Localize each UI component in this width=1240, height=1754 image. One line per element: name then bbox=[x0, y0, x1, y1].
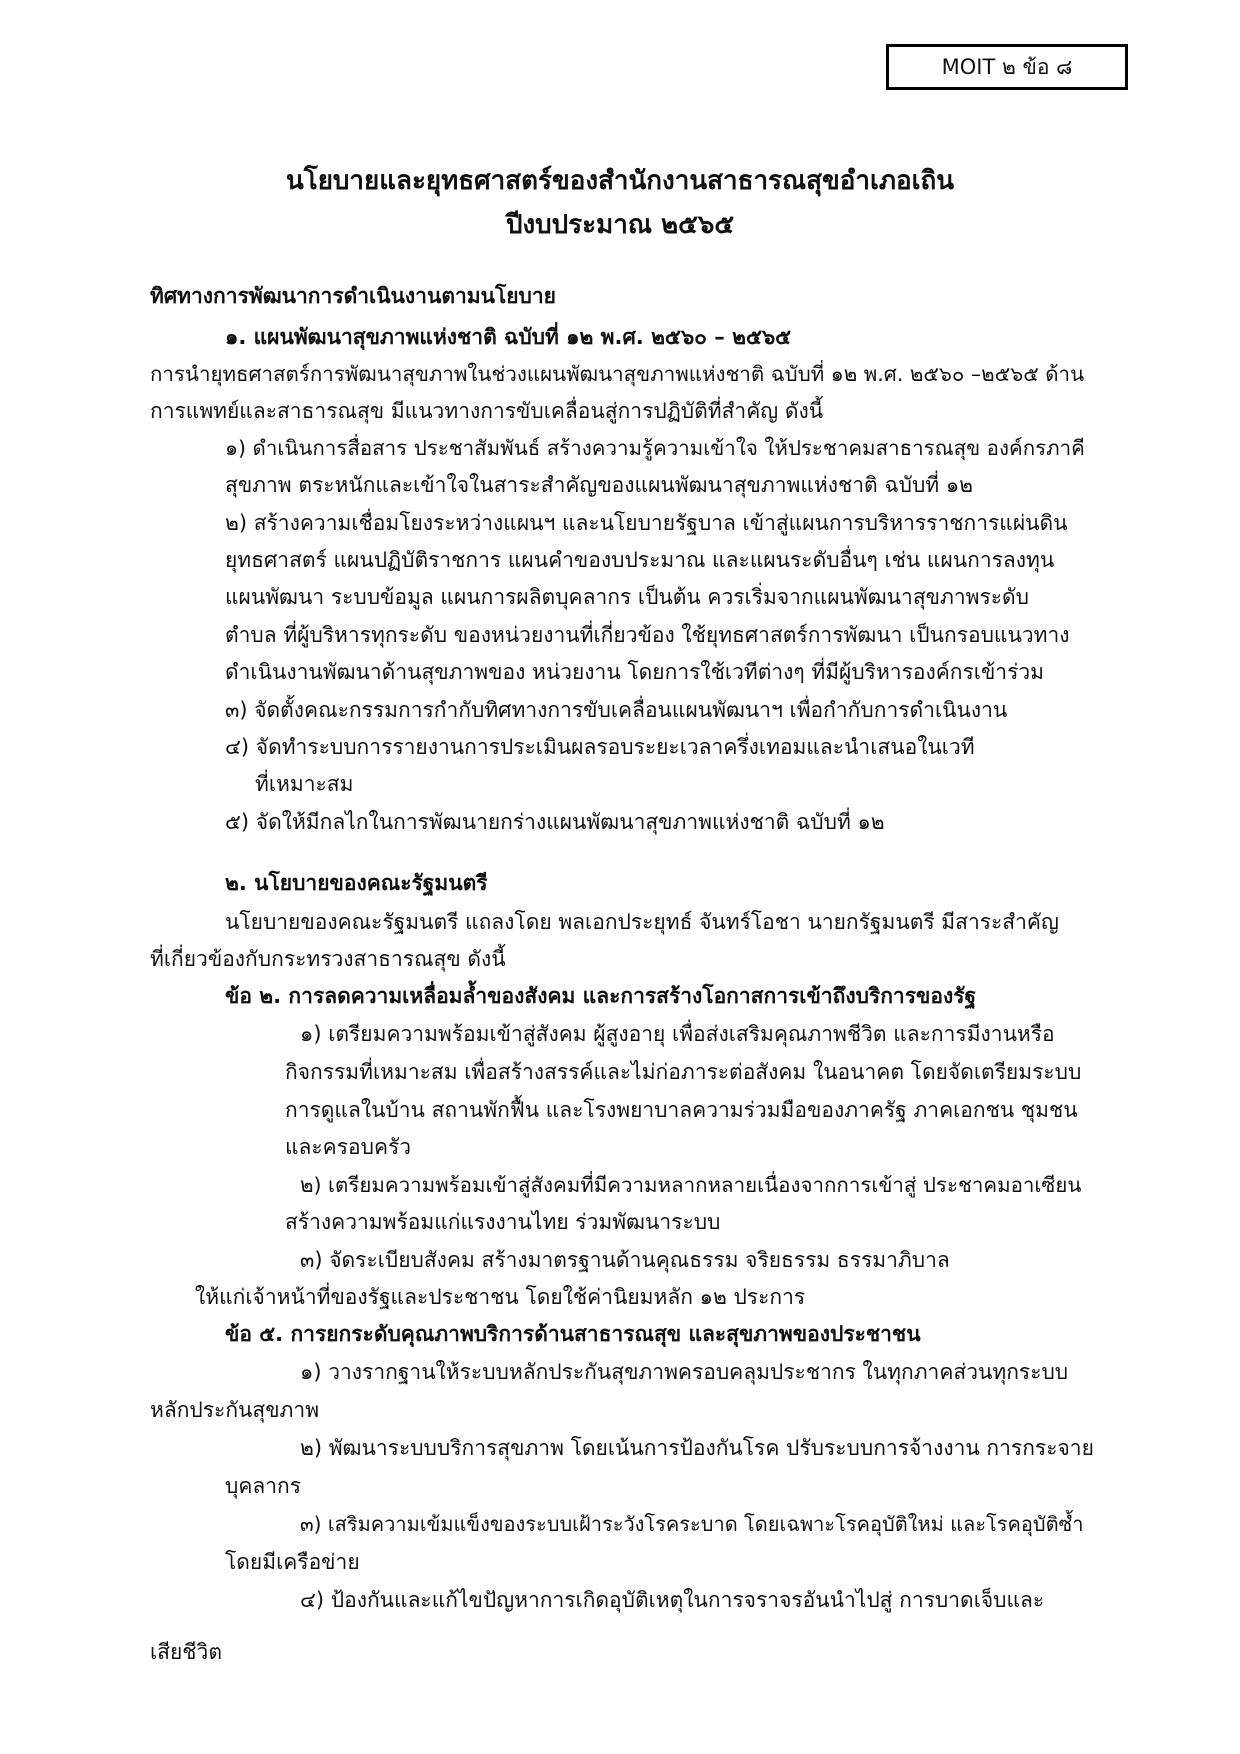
list-item-continued: โดยมีเครือข่าย bbox=[225, 1550, 360, 1574]
list-item: ๔) จัดทำระบบการรายงานการประเมินผลรอบระยะเวลาครึ่งเทอมและนำเสนอในเวที bbox=[225, 735, 975, 759]
list-item: ๒) เตรียมความพร้อมเข้าสู่สังคมที่มีความหลากหลายเนื่องจากการเข้าสู่ ประชาคมอาเซียน bbox=[300, 1173, 1082, 1197]
part1-heading: ๑. แผนพัฒนาสุขภาพแห่งชาติ ฉบับที่ ๑๒ พ.ศ. ๒๕๖๐ – ๒๕๖๕ bbox=[225, 325, 792, 349]
list-item: ๑) เตรียมความพร้อมเข้าสู่สังคม ผู้สูงอายุ เพื่อส่งเสริมคุณภาพชีวิต และการมีงานหรือ bbox=[300, 1022, 1055, 1046]
paragraph-line: การนำยุทธศาสตร์การพัฒนาสุขภาพในช่วงแผนพัฒนาสุขภาพแห่งชาติ ฉบับที่ ๑๒ พ.ศ. ๒๕๖๐ –๒๕๖๕ ด้าน bbox=[150, 362, 1085, 386]
list-item-continued: ให้แก่เจ้าหน้าที่ของรัฐและประชาชน โดยใช้ค่านิยมหลัก ๑๒ ประการ bbox=[195, 1285, 806, 1309]
list-item: ๓) จัดตั้งคณะกรรมการกำกับทิศทางการขับเคลื่อนแผนพัฒนาฯ เพื่อกำกับการดำเนินงาน bbox=[225, 698, 1008, 722]
paragraph-line: ที่เกี่ยวข้องกับกระทรวงสาธารณสุข ดังนี้ bbox=[150, 947, 506, 971]
paragraph-line: การแพทย์และสาธารณสุข มีแนวทางการขับเคลื่อนสู่การปฏิบัติที่สำคัญ ดังนี้ bbox=[150, 399, 824, 423]
list-item: ๒) พัฒนาระบบบริการสุขภาพ โดยเน้นการป้องกันโรค ปรับระบบการจ้างงาน การกระจาย bbox=[300, 1436, 1094, 1460]
part2-heading: ๒. นโยบายของคณะรัฐมนตรี bbox=[225, 871, 488, 895]
list-item-continued: ที่เหมาะสม bbox=[255, 772, 354, 796]
list-item: ๑) ดำเนินการสื่อสาร ประชาสัมพันธ์ สร้างความรู้ความเข้าใจ ให้ประชาคมสาธารณสุข องค์กรภาคี bbox=[225, 436, 1085, 460]
list-item-continued: แผนพัฒนา ระบบข้อมูล แผนการผลิตบุคลากร เป็นต้น ควรเริ่มจากแผนพัฒนาสุขภาพระดับ bbox=[225, 585, 1029, 609]
list-item-continued: สร้างความพร้อมแก่แรงงานไทย ร่วมพัฒนาระบบ bbox=[285, 1210, 721, 1234]
clause2-heading: ข้อ ๒. การลดความเหลื่อมล้ำของสังคม และการสร้างโอกาสการเข้าถึงบริการของรัฐ bbox=[225, 984, 977, 1008]
list-item: ๕) จัดให้มีกลไกในการพัฒนายกร่างแผนพัฒนาสุขภาพแห่งชาติ ฉบับที่ ๑๒ bbox=[225, 810, 885, 834]
document-title: นโยบายและยุทธศาสตร์ของสำนักงานสาธารณสุขอำเภอเถิน bbox=[285, 166, 955, 196]
list-item: ๓) เสริมความเข้มแข็งของระบบเฝ้าระวังโรคระบาด โดยเฉพาะโรคอุบัติใหม่ และโรคอุบัติซ้ำ bbox=[300, 1512, 1084, 1536]
list-item-continued: การดูแลในบ้าน สถานพักฟื้น และโรงพยาบาลความร่วมมือของภาครัฐ ภาคเอกชน ชุมชน bbox=[285, 1098, 1078, 1122]
document-code: MOIT ๒ ข้อ ๘ bbox=[941, 54, 1073, 79]
list-item-continued: และครอบครัว bbox=[285, 1135, 412, 1159]
list-item-continued: บุคลากร bbox=[225, 1474, 302, 1498]
list-item-continued: สุขภาพ ตระหนักและเข้าใจในสาระสำคัญของแผนพัฒนาสุขภาพแห่งชาติ ฉบับที่ ๑๒ bbox=[225, 473, 974, 497]
document-code-box bbox=[886, 44, 1128, 90]
clause5-heading: ข้อ ๕. การยกระดับคุณภาพบริการด้านสาธารณสุข และสุขภาพของประชาชน bbox=[225, 1322, 921, 1346]
list-item-continued: หลักประกันสุขภาพ bbox=[150, 1398, 320, 1422]
paragraph-line: นโยบายของคณะรัฐมนตรี แถลงโดย พลเอกประยุทธ์ จันทร์โอชา นายกรัฐมนตรี มีสาระสำคัญ bbox=[225, 910, 1059, 934]
list-item-continued: กิจกรรมที่เหมาะสม เพื่อสร้างสรรค์และไม่ก่อภาระต่อสังคม ในอนาคต โดยจัดเตรียมระบบ bbox=[285, 1060, 1082, 1084]
section-heading: ทิศทางการพัฒนาการดำเนินงานตามนโยบาย bbox=[150, 284, 556, 308]
document-subtitle: ปีงบประมาณ ๒๕๖๕ bbox=[505, 210, 735, 240]
list-item: ๓) จัดระเบียบสังคม สร้างมาตรฐานด้านคุณธรรม จริยธรรม ธรรมาภิบาล bbox=[300, 1248, 950, 1272]
list-item: ๒) สร้างความเชื่อมโยงระหว่างแผนฯ และนโยบายรัฐบาล เข้าสู่แผนการบริหารราชการแผ่นดิน bbox=[225, 511, 1068, 535]
list-item-continued: เสียชีวิต bbox=[150, 1640, 222, 1664]
list-item: ๔) ป้องกันและแก้ไขปัญหาการเกิดอุบัติเหตุในการจราจรอันนำไปสู่ การบาดเจ็บและ bbox=[300, 1588, 1045, 1612]
list-item: ๑) วางรากฐานให้ระบบหลักประกันสุขภาพครอบคลุมประชากร ในทุกภาคส่วนทุกระบบ bbox=[300, 1360, 1069, 1384]
list-item-continued: ดำเนินงานพัฒนาด้านสุขภาพของ หน่วยงาน โดยการใช้เวทีต่างๆ ที่มีผู้บริหารองค์กรเข้าร่วม bbox=[225, 660, 1045, 684]
list-item-continued: ตำบล ที่ผู้บริหารทุกระดับ ของหน่วยงานที่เกี่ยวข้อง ใช้ยุทธศาสตร์การพัฒนา เป็นกรอบแนวทาง bbox=[225, 623, 1070, 647]
list-item-continued: ยุทธศาสตร์ แผนปฏิบัติราชการ แผนคำของบประมาณ และแผนระดับอื่นๆ เช่น แผนการลงทุน bbox=[225, 548, 1055, 572]
